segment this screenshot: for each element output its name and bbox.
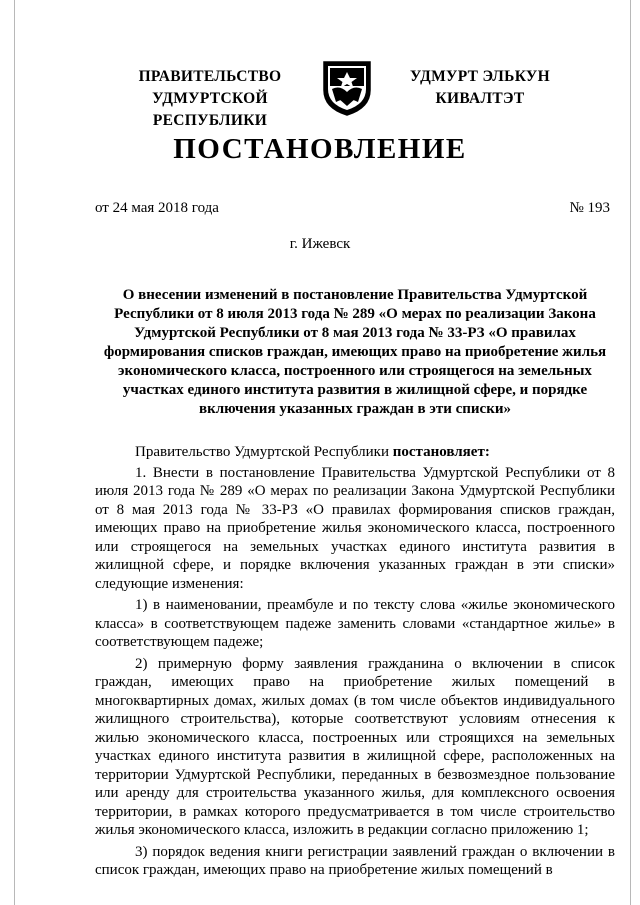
- document-body: [95, 443, 615, 883]
- header-right-line1: УДМУРТ ЭЛЬКУН: [410, 68, 550, 85]
- header-left-line2: УДМУРТСКОЙ РЕСПУБЛИКИ: [152, 90, 268, 129]
- document-date: от 24 мая 2018 года: [95, 200, 219, 216]
- document-subject: О внесении изменений в постановление Правительства Удмуртской Республики от 8 июля 2013 года № 289 «О мерах по реализации Закона Удмуртской Республики от 8 мая 2013 года № 33-РЗ «О правилах формирования списков граждан, имеющих право на приобретение жилья экономического класса, построенного или строящегося на земельных участках единого института развития в жилищной сфере, и порядке включения указанных граждан в эти списки»: [103, 287, 607, 417]
- decree-intro: Правительство Удмуртской Республики: [135, 444, 393, 460]
- emblem-svg: [320, 58, 374, 118]
- paragraph-1: 1. Внести в постановление Правительства Удмуртской Республики от 8 июля 2013 года № 289 «О мерах по реализации Закона Удмуртской Республики от 8 мая 2013 года № 33-РЗ «О правилах формирования списков граждан, имеющих право на приобретение жилья экономического класса, построенного или строящегося на земельных участках единого института развития в жилищной сфере, и порядке включения указанных граждан в эти списки» следующие изменения:: [95, 464, 615, 592]
- decree-verb: постановляет: [392, 444, 485, 460]
- paragraph-1-item-2: 2) примерную форму заявления гражданина о включении в список граждан, имеющих право на приобретение жилых помещений в многоквартирных домах, жилых домах (в том числе объектов индивидуального жилищного строительства), которые соответствуют условиям отнесения к жилью экономического класса, построенных или строящихся на земельных участках единого института развития в жилищной сфере, расположенных на территории Удмуртской Республики, переданных в безвозмездное пользование или аренду для строительства указанного жилья, для комплексного освоения территории, в рамках которого предусматривается в том числе строительство жилья экономического класса, изложить в редакции согласно приложению 1;: [95, 655, 615, 838]
- header-left-block: [95, 66, 325, 132]
- paragraph-1-item-3: 3) порядок ведения книги регистрации заявлений граждан о включении в список граждан, имеющих право на приобретение жилых помещений в: [95, 843, 615, 878]
- decree-line: [95, 443, 615, 462]
- document-title: ПОСТАНОВЛЕНИЕ: [173, 133, 467, 165]
- document-city: г. Ижевск: [289, 236, 351, 252]
- decree-colon: :: [484, 444, 490, 460]
- header-right-line2: КИВАЛТЭТ: [435, 90, 525, 107]
- udmurt-coat-of-arms-icon: [320, 58, 374, 118]
- header-right-block: [395, 66, 565, 110]
- document-number: № 193: [569, 200, 610, 216]
- paragraph-1-item-1: 1) в наименовании, преамбуле и по тексту слова «жилье экономического класса» в соответствующем падеже заменить словами «стандартное жилье» в соответствующем падеже;: [95, 597, 615, 650]
- header-left-line1: ПРАВИТЕЛЬСТВО: [138, 68, 282, 85]
